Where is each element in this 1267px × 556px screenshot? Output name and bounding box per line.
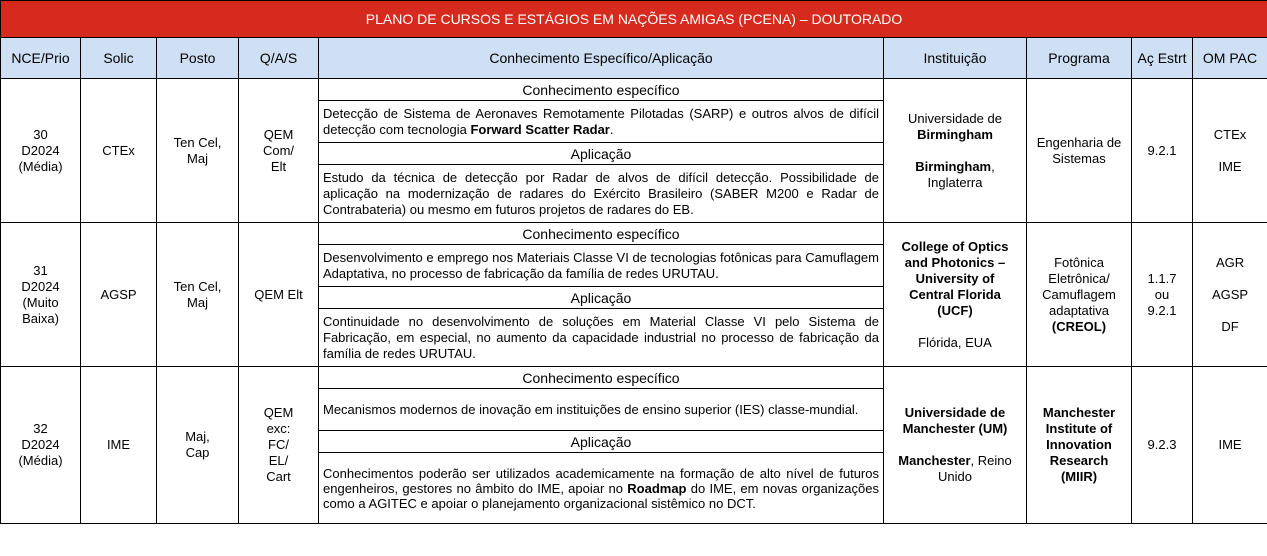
header-qas: Q/A/S [239, 38, 319, 79]
ompac-cell: AGR AGSP DF [1193, 223, 1267, 367]
table-row [1, 367, 1267, 389]
header-solic: Solic [81, 38, 157, 79]
posto-cell: Ten Cel, Maj [157, 79, 239, 223]
conhecimento-label: Conhecimento específico [319, 223, 884, 245]
header-instituicao: Instituição [884, 38, 1027, 79]
header-posto: Posto [157, 38, 239, 79]
acestrt-cell: 9.2.1 [1132, 79, 1193, 223]
table-row [1, 79, 1267, 101]
ompac-cell: CTEx IME [1193, 79, 1267, 223]
aplicacao-text: Estudo da técnica de detecção por Radar de alvos de difícil detecção. Possibilidade de aplicação na modernização de radares do Exército Brasileiro (SABER M200 e Radar de Contrabateria) ou mesmo em futuros projetos de radares do EB. [319, 165, 884, 223]
nce-cell: 31 D2024 (Muito Baixa) [1, 223, 81, 367]
solic-cell: AGSP [81, 223, 157, 367]
posto-cell: Maj, Cap [157, 367, 239, 524]
aplicacao-text: Conhecimentos poderão ser utilizados academicamente na formação de alto nível de futuros engenheiros, gestores no âmbito do IME, apoiar no Roadmap do IME, em novas organizações como a AGITEC e apoiar o planejamento organizacional sistêmico no DCT. [319, 453, 884, 524]
qas-cell: QEM exc: FC/ EL/ Cart [239, 367, 319, 524]
header-nce: NCE/Prio [1, 38, 81, 79]
nce-cell: 30 D2024 (Média) [1, 79, 81, 223]
nce-cell: 32 D2024 (Média) [1, 367, 81, 524]
aplicacao-label: Aplicação [319, 143, 884, 165]
posto-cell: Ten Cel, Maj [157, 223, 239, 367]
solic-cell: CTEx [81, 79, 157, 223]
conhecimento-text: Mecanismos modernos de inovação em instituições de ensino superior (IES) classe-mundial. [319, 389, 884, 431]
qas-cell: QEM Com/ Elt [239, 79, 319, 223]
header-acestrt: Aç Estrt [1132, 38, 1193, 79]
conhecimento-text: Desenvolvimento e emprego nos Materiais Classe VI de tecnologias fotônicas para Camuflagem Adaptativa, no processo de fabricação da família de redes URUTAU. [319, 245, 884, 287]
programa-cell: Engenharia de Sistemas [1027, 79, 1132, 223]
header-conhecimento: Conhecimento Específico/Aplicação [319, 38, 884, 79]
aplicacao-label: Aplicação [319, 431, 884, 453]
instituicao-cell: Universidade de Manchester (UM) Manchester, Reino Unido [884, 367, 1027, 524]
table-row [1, 223, 1267, 245]
programa-cell: Fotônica Eletrônica/ Camuflagem adaptativa (CREOL) [1027, 223, 1132, 367]
conhecimento-label: Conhecimento específico [319, 367, 884, 389]
aplicacao-text: Continuidade no desenvolvimento de soluções em Material Classe VI pelo Sistema de Fabricação, em especial, no aumento da capacidade industrial no processo de fabricação da família de redes URUTAU. [319, 309, 884, 367]
instituicao-cell: Universidade de Birmingham Birmingham, Inglaterra [884, 79, 1027, 223]
table-title: PLANO DE CURSOS E ESTÁGIOS EM NAÇÕES AMIGAS (PCENA) – DOUTORADO [1, 1, 1267, 38]
conhecimento-text: Detecção de Sistema de Aeronaves Remotamente Pilotadas (SARP) e outros alvos de difícil detecção com tecnologia Forward Scatter Radar. [319, 101, 884, 143]
ompac-cell: IME [1193, 367, 1267, 524]
programa-cell: Manchester Institute of Innovation Research (MIIR) [1027, 367, 1132, 524]
qas-cell: QEM Elt [239, 223, 319, 367]
solic-cell: IME [81, 367, 157, 524]
aplicacao-label: Aplicação [319, 287, 884, 309]
header-ompac: OM PAC [1193, 38, 1267, 79]
acestrt-cell: 1.1.7 ou 9.2.1 [1132, 223, 1193, 367]
acestrt-cell: 9.2.3 [1132, 367, 1193, 524]
conhecimento-label: Conhecimento específico [319, 79, 884, 101]
instituicao-cell: College of Optics and Photonics – University of Central Florida (UCF) Flórida, EUA [884, 223, 1027, 367]
header-programa: Programa [1027, 38, 1132, 79]
